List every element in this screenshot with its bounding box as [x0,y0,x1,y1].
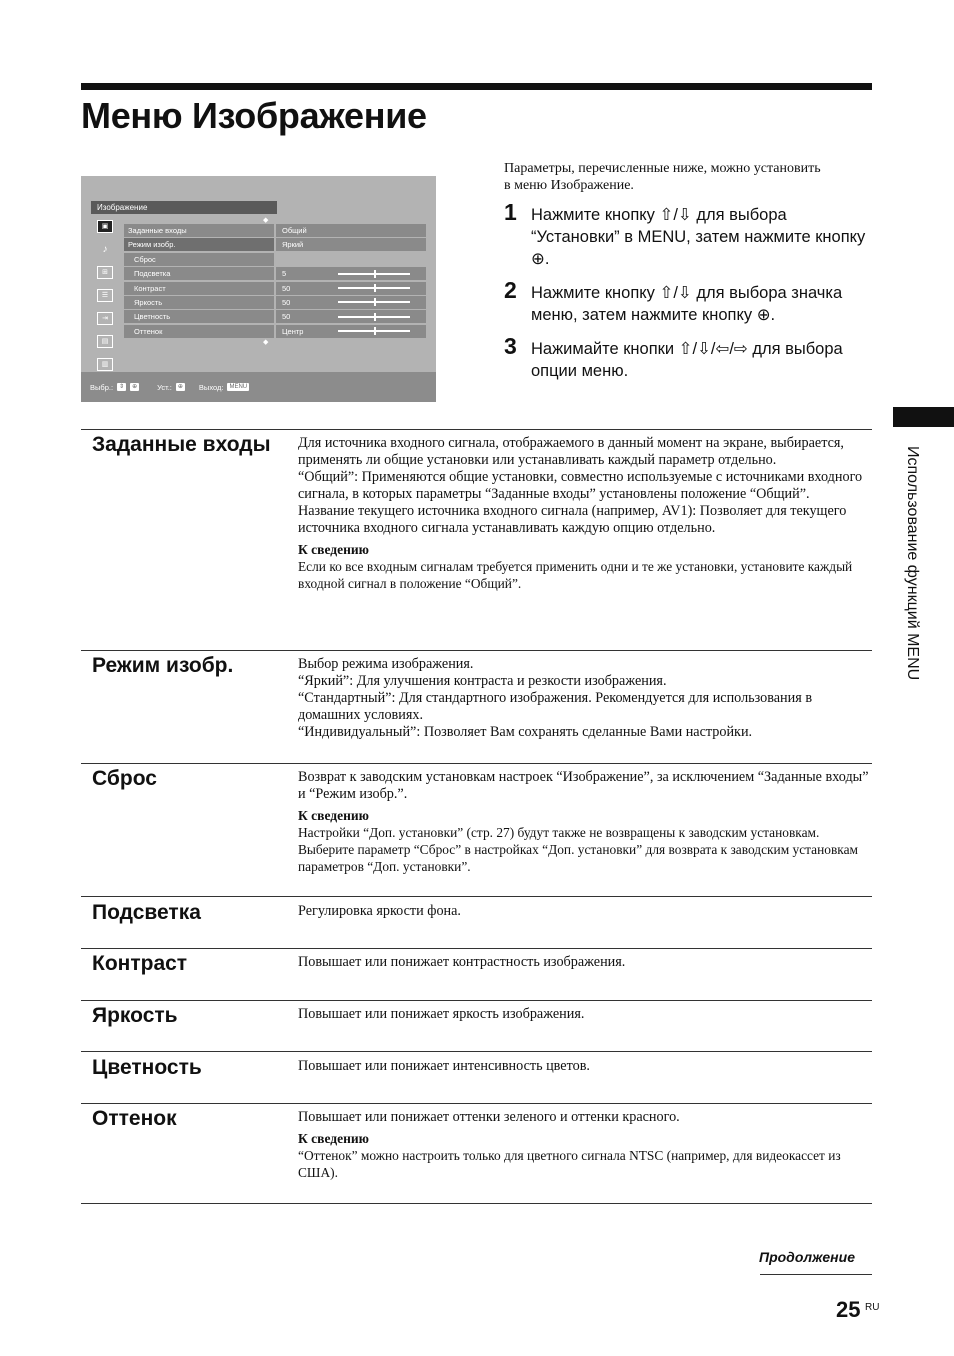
term-contrast: Контраст [92,952,188,975]
note-text: Если ко все входным сигналам требуется применить одни и те же установки, установите каждый входной сигнал в положение “Общий”. [298,559,853,591]
desc-color [298,1058,874,1075]
step-text: Нажимайте кнопки ⇧/⇩/⇦/⇨ для выбора опции меню. [531,340,843,380]
term-picture-mode: Режим изобр. [92,654,234,677]
page-language: RU [865,1302,880,1313]
desc-paragraph: Повышает или понижает интенсивность цветов. [298,1058,590,1074]
desc-paragraph: “Яркий”: Для улучшения контраста и резкости изображения. [298,673,667,689]
setup-icon: ☰ [91,285,119,305]
term-hue: Оттенок [92,1107,177,1130]
note-text: Настройки “Доп. установки” (стр. 27) будут также не возвращены к заводским установкам. Выберите параметр “Сброс” в настройках “Доп. установки” для возврата к заводским установкам параметров “Доп. установки”. [298,825,859,874]
table-divider [81,1203,872,1204]
level-slider [338,287,410,289]
note-heading: К сведению [298,1131,369,1146]
tv-row [124,296,426,309]
term-backlight: Подсветка [92,901,201,924]
page-number: 25 [836,1297,861,1322]
step-3 [504,333,874,382]
tv-menu-footer [81,372,436,402]
tv-row-label: Сброс [124,253,274,266]
table-divider [81,763,872,764]
screen-icon: ⊞ [91,262,119,282]
tv-row-label: Подсветка [124,267,274,280]
desc-reset [298,769,874,875]
level-slider [338,301,410,303]
continued-label: Продолжение [759,1249,855,1265]
step-1 [504,199,874,270]
step-number: 2 [504,277,517,303]
desc-paragraph: “Общий”: Применяются общие установки, совместно используемые с источниками входного сигнала, в которых параметры “Заданные входы” установлены положение “Общий”. [298,469,863,502]
tv-row [124,325,426,338]
tv-menu-rows [124,224,426,339]
desc-paragraph: Название текущего источника входного сигнала (например, AV1): Позволяет для текущего источника входного сигнала устанавливать каждую опцию отдельно. [298,503,847,536]
tv-row [124,310,426,323]
tv-menu-screenshot [81,176,436,402]
level-slider [338,330,410,332]
desc-paragraph: “Индивидуальный”: Позволяет Вам сохранять сделанные Вами настройки. [298,724,753,740]
menu-key-icon: MENU [229,384,248,390]
step-text: Нажмите кнопку ⇧/⇩ для выбора “Установки” в MENU, затем нажмите кнопку ⊕. [531,206,866,268]
table-divider [81,1051,872,1052]
ok-key-icon: ⊕ [132,384,138,390]
term-brightness: Яркость [92,1004,178,1027]
term-reset: Сброс [92,767,157,790]
section-tab [893,407,954,427]
tv-row-label: Оттенок [124,325,274,338]
tv-row-label: Заданные входы [124,224,274,237]
pc-icon: ▤ [91,331,119,351]
footer-select-label: Выбр.: [90,382,114,392]
desc-paragraph: Возврат к заводским установкам настроек “Изображение”, за исключением “Заданные входы” и “Режим изобр.”. [298,769,869,802]
tv-row [124,282,426,295]
table-divider [81,1000,872,1001]
step-number: 1 [504,199,517,225]
term-preset-inputs: Заданные входы [92,433,271,456]
scroll-down-icon: ◆ [263,339,269,346]
tv-row-value: 50 [282,297,291,307]
tv-row-label: Контраст [124,282,274,295]
tv-row [124,267,426,280]
tv-row-value: 50 [282,312,291,322]
desc-paragraph: Регулировка яркости фона. [298,903,461,919]
desc-contrast [298,954,874,971]
note-text: “Оттенок” можно настроить только для цветного сигнала NTSC (например, для видеокассет из США). [298,1148,841,1180]
note-heading: К сведению [298,808,369,823]
table-divider [81,1103,872,1104]
up-down-key-icon: ⇕ [119,384,125,390]
pc-settings-icon: ▥ [91,354,119,374]
level-slider [338,273,410,275]
note-heading: К сведению [298,542,369,557]
section-label-text: Использование функций MENU [904,446,921,681]
term-color: Цветность [92,1056,202,1079]
table-divider [81,896,872,897]
step-text: Нажмите кнопку ⇧/⇩ для выбора значка меню, затем нажмите кнопку ⊕. [531,284,843,324]
tv-row [124,224,426,237]
tv-row-label: Цветность [124,310,274,323]
scroll-up-icon: ◆ [263,217,269,224]
step-number: 3 [504,333,517,359]
page-title: Меню Изображение [81,95,427,136]
desc-paragraph: Повышает или понижает яркость изображения. [298,1006,585,1022]
desc-hue [298,1109,874,1181]
tv-row [124,253,426,266]
tv-menu-icons [91,216,119,377]
section-label [904,446,932,786]
step-2 [504,277,874,326]
picture-icon: ▣ [91,216,119,236]
desc-paragraph: “Стандартный”: Для стандартного изображения. Рекомендуется для использования в домашних условиях. [298,690,813,723]
desc-backlight [298,903,874,920]
table-divider [81,650,872,651]
desc-paragraph: Выбор режима изображения. [298,656,474,672]
tv-row-value: 50 [282,283,291,293]
desc-preset-inputs [298,435,874,592]
desc-picture-mode [298,656,874,741]
tv-row-value: Центр [282,326,304,336]
footer-set-label: Уст.: [157,382,172,392]
tv-row-value: 5 [282,269,287,279]
tv-menu-header: Изображение [91,201,277,214]
tv-row-label: Режим изобр. [124,238,274,251]
sound-icon: ♪ [102,243,108,255]
level-slider [338,316,410,318]
desc-paragraph: Повышает или понижает оттенки зеленого и оттенки красного. [298,1109,680,1125]
tv-row-value: Общий [276,224,426,237]
tv-row-label: Яркость [124,296,274,309]
tv-row-value: Яркий [276,238,426,251]
footer-exit-label: Выход: [198,382,224,392]
desc-paragraph: Для источника входного сигнала, отображаемого в данный момент на экране, выбирается, применять ли общие установки или устанавливать каждый параметр отдельно. [298,435,844,468]
intro-text: Параметры, перечисленные ниже, можно установить в меню Изображение. [504,161,821,193]
enter-key-icon: ⊕ [177,384,183,390]
input-icon: ⇥ [91,308,119,328]
desc-paragraph: Повышает или понижает контрастность изображения. [298,954,626,970]
top-rule [81,83,872,90]
table-divider [81,948,872,949]
continued-rule [760,1274,872,1275]
table-divider [81,429,872,430]
desc-brightness [298,1006,874,1023]
tv-row [124,238,426,251]
